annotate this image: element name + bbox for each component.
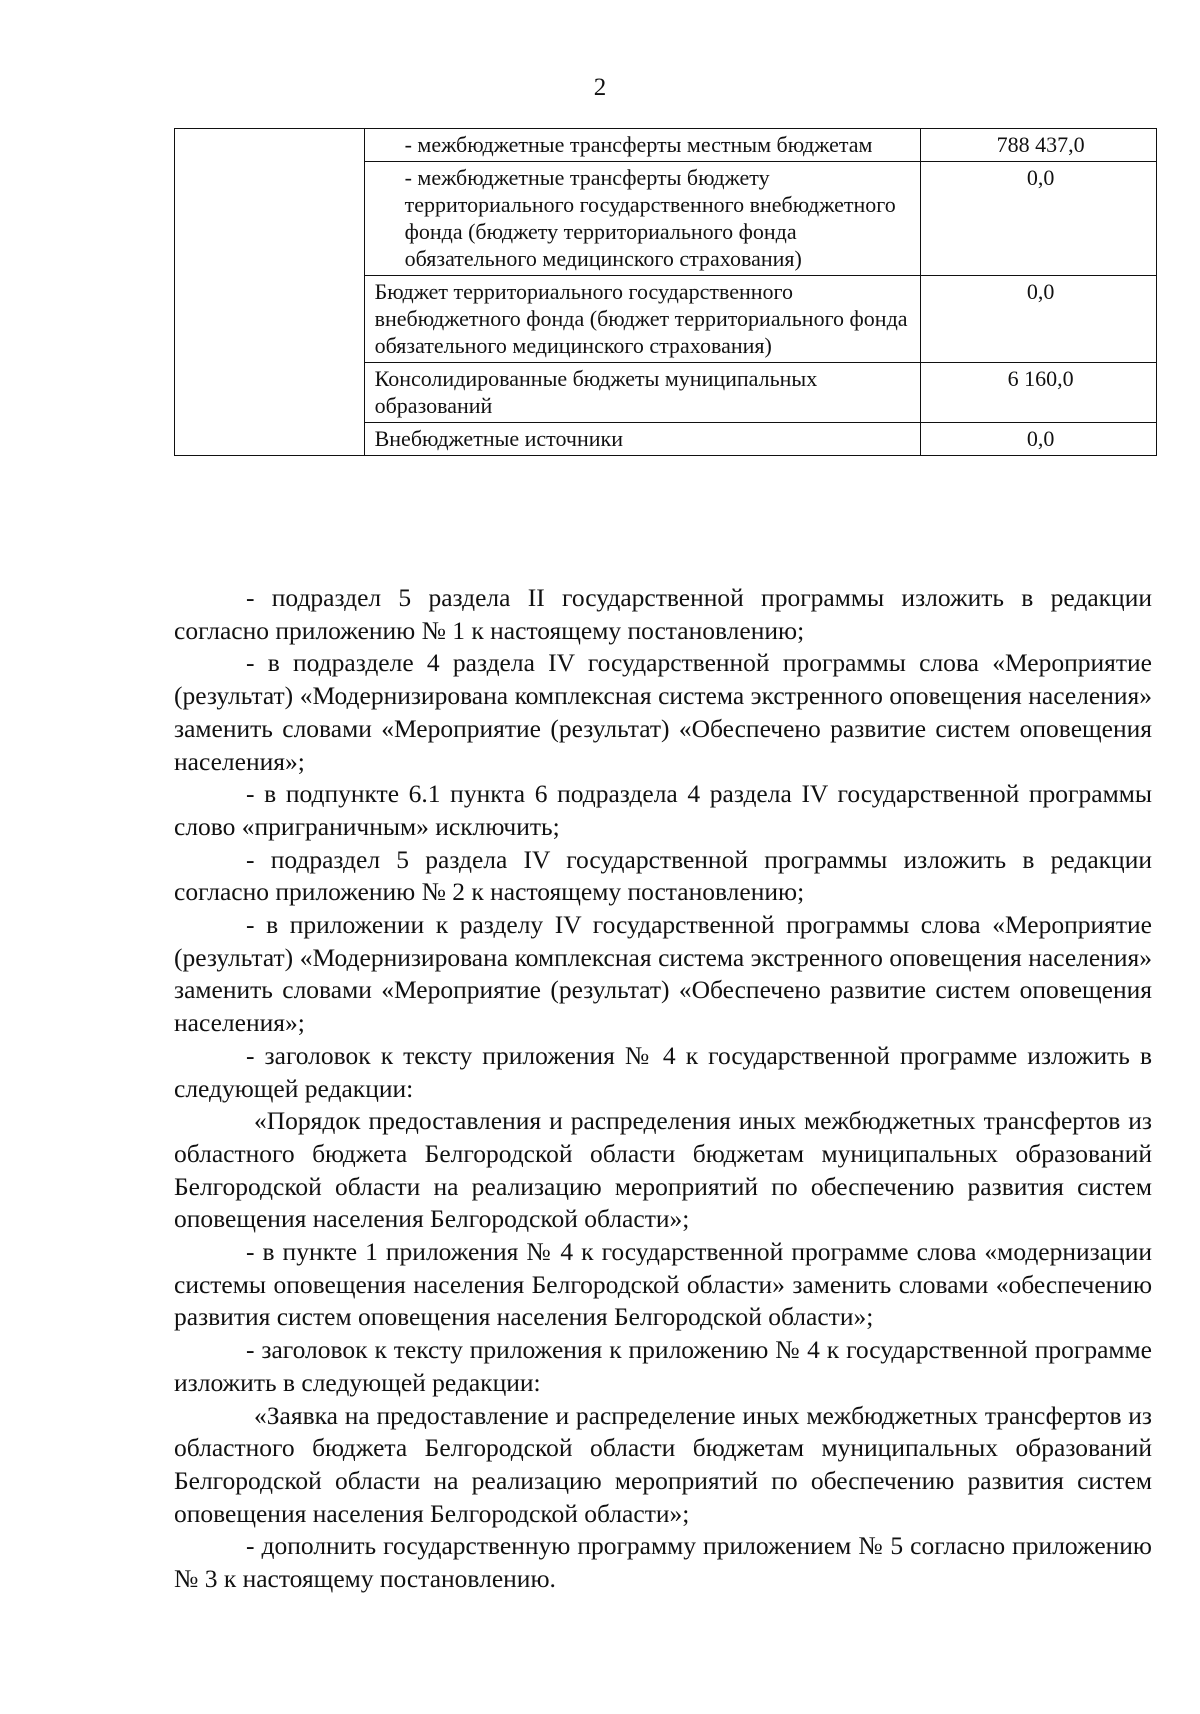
paragraph: - дополнить государственную программу приложением № 5 согласно приложению № 3 к настоящему постановлению. xyxy=(174,1531,1152,1594)
table-row-value: 0,0 xyxy=(921,162,1157,276)
table-row-label: Консолидированные бюджеты муниципальных образований xyxy=(364,363,921,423)
table-row-label: Бюджет территориального государственного внебюджетного фонда (бюджет территориального фонда обязательного медицинского страхования) xyxy=(364,276,921,363)
table-row-label: - межбюджетные трансферты местным бюджетам xyxy=(364,129,921,162)
page-number: 2 xyxy=(593,74,607,101)
paragraph: - в приложении к разделу IV государственной программы слова «Мероприятие (результат) «Модернизирована комплексная система экстренного оповещения населения» заменить словами «Мероприятие (результат) «Обеспечено развитие систем оповещения населения»; xyxy=(174,910,1152,1038)
paragraph: - заголовок к тексту приложения № 4 к государственной программе изложить в следующей редакции: xyxy=(174,1040,1152,1103)
table-row xyxy=(175,129,1157,162)
paragraph: - подраздел 5 раздела II государственной программы изложить в редакции согласно приложению № 1 к настоящему постановлению; xyxy=(174,583,1152,645)
paragraph: - в подразделе 4 раздела IV государственной программы слова «Мероприятие (результат) «Модернизирована комплексная система экстренного оповещения населения» заменить словами «Мероприятие (результат) «Обеспечено развитие систем оповещения населения»; xyxy=(174,648,1152,776)
quoted-paragraph: «Порядок предоставления и распределения иных межбюджетных трансфертов из областного бюджета Белгородской области бюджетам муниципальных образований Белгородской области на реализацию мероприятий по обеспечению развития систем оповещения населения Белгородской области»; xyxy=(174,1106,1152,1234)
paragraph: - в пункте 1 приложения № 4 к государственной программе слова «модернизации системы оповещения населения Белгородской области» заменить словами «обеспечению развития систем оповещения населения Белгородской области»; xyxy=(174,1237,1152,1332)
paragraph: - заголовок к тексту приложения к приложению № 4 к государственной программе изложить в следующей редакции: xyxy=(174,1335,1152,1397)
paragraph: - в подпункте 6.1 пункта 6 подраздела 4 раздела IV государственной программы слово «приграничным» исключить; xyxy=(174,779,1152,841)
table-row-label: Внебюджетные источники xyxy=(364,423,921,456)
table-row-label: - межбюджетные трансферты бюджету территориального государственного внебюджетного фонда (бюджету территориального фонда обязательного медицинского страхования) xyxy=(364,162,921,276)
table-row-value: 0,0 xyxy=(921,276,1157,363)
quoted-paragraph: «Заявка на предоставление и распределение иных межбюджетных трансфертов из областного бюджета Белгородской области бюджетам муниципальных образований Белгородской области на реализацию мероприятий по обеспечению развития систем оповещения населения Белгородской области»; xyxy=(174,1400,1152,1528)
table-empty-cell xyxy=(175,129,365,456)
table-row-value: 6 160,0 xyxy=(921,363,1157,423)
paragraph: - подраздел 5 раздела IV государственной программы изложить в редакции согласно приложению № 2 к настоящему постановлению; xyxy=(174,844,1152,907)
document-body xyxy=(174,582,1152,1596)
table-row-value: 788 437,0 xyxy=(921,129,1157,162)
budget-table xyxy=(174,128,1157,456)
table-row-value: 0,0 xyxy=(921,423,1157,456)
